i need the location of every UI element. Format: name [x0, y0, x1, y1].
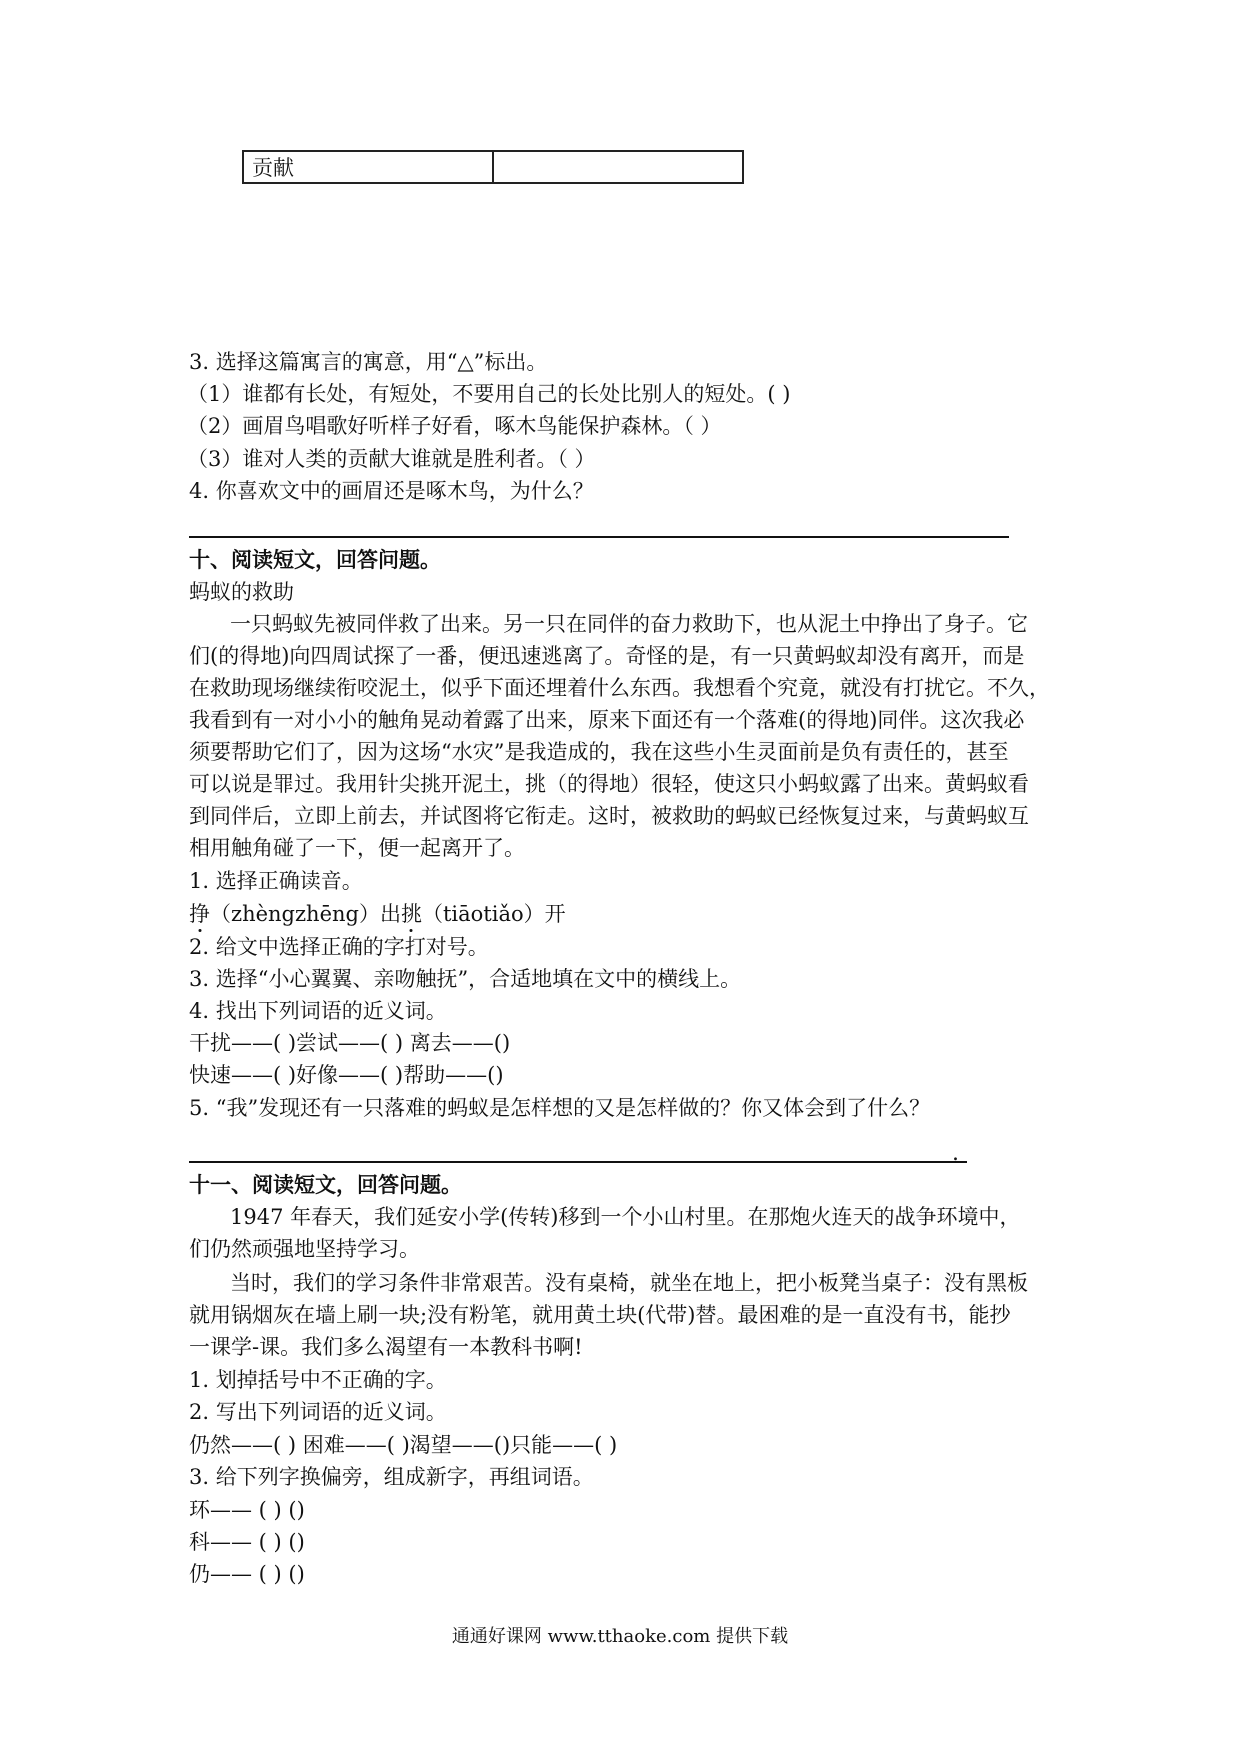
question-5: 5. “我”发现还有一只落难的蚂蚁是怎样想的又是怎样做的？你又体会到了什么？ [189, 1096, 931, 1120]
emphasized-char: 挑 [400, 902, 422, 926]
section-10-heading: 十、阅读短文，回答问题。 [189, 548, 441, 572]
radical-row: 环—— ( ) () [189, 1498, 305, 1522]
question-3: 3. 选择这篇寓言的寓意，用“△”标出。 [189, 350, 548, 374]
question-2: 2. 给文中选择正确的字打对号。 [189, 935, 489, 959]
pinyin-choice: （tiāotiǎo）开 [421, 902, 566, 926]
passage-line: 在救助现场继续衔咬泥土，似乎下面还埋着什么东西。我想看个究竟，就没有打扰它。不久， [189, 676, 1050, 700]
question-3: 3. 选择“小心翼翼、亲吻触抚”，合适地填在文中的横线上。 [189, 967, 742, 991]
synonym-row: 干扰——( )尝试——( ) 离去——() [189, 1031, 511, 1055]
synonym-row: 仍然——( ) 困难——( )渴望——()只能——( ) [189, 1433, 618, 1457]
passage-line: 就用锅烟灰在墙上刷一块;没有粉笔，就用黄土块(代带)替。最困难的是一直没有书，能抄 [189, 1303, 1011, 1327]
dot-mark: . [952, 1141, 959, 1166]
footer-text: 通通好课网 www.tthaoke.com 提供下载 [451, 1626, 789, 1647]
option-2: （2）画眉鸟唱歌好听样子好看，啄木鸟能保护森林。（ ） [187, 414, 722, 438]
passage-line: 一只蚂蚁先被同伴救了出来。另一只在同伴的奋力救助下，也从泥土中挣出了身子。它 [230, 612, 1028, 636]
pinyin-line [189, 899, 566, 929]
answer-line [189, 1161, 967, 1163]
radical-row: 仍—— ( ) () [189, 1562, 305, 1586]
question-2: 2. 写出下列词语的近义词。 [189, 1400, 447, 1424]
emphasized-char: 挣 [189, 902, 210, 926]
table-cell: 贡献 [243, 151, 493, 183]
passage-line: 当时，我们的学习条件非常艰苦。没有桌椅，就坐在地上，把小板凳当桌子：没有黑板 [230, 1271, 1028, 1295]
question-3: 3. 给下列字换偏旁，组成新字，再组词语。 [189, 1465, 594, 1489]
question-4: 4. 找出下列词语的近义词。 [189, 999, 447, 1023]
section-11-heading: 十一、阅读短文，回答问题。 [189, 1173, 462, 1197]
passage-line: 到同伴后，立即上前去，并试图将它衔走。这时，被救助的蚂蚁已经恢复过来，与黄蚂蚁互 [189, 804, 1029, 828]
pinyin-choice: （zhèngzhēng）出 [210, 902, 401, 926]
question-1: 1. 划掉括号中不正确的字。 [189, 1368, 447, 1392]
option-3: （3）谁对人类的贡献大谁就是胜利者。（ ） [187, 447, 596, 471]
table-row [243, 151, 743, 183]
synonym-row: 快速——( )好像——( )帮助——() [189, 1063, 504, 1087]
passage-line: 我看到有一对小小的触角晃动着露了出来，原来下面还有一个落难(的得地)同伴。这次我必 [189, 708, 1025, 732]
table-cell [493, 151, 743, 183]
passage-line: 们(的得地)向四周试探了一番，便迅速逃离了。奇怪的是，有一只黄蚂蚁却没有离开，而是 [189, 644, 1025, 668]
option-1: （1）谁都有长处，有短处，不要用自己的长处比别人的短处。( ) [187, 382, 791, 406]
passage-line: 1947 年春天，我们延安小学(传转)移到一个小山村里。在那炮火连天的战争环境中， [230, 1205, 1021, 1229]
passage-line: 相用触角碰了一下，便一起离开了。 [189, 836, 525, 860]
word-table [242, 150, 744, 184]
question-1: 1. 选择正确读音。 [189, 869, 363, 893]
answer-line [189, 536, 1009, 538]
passage-line: 可以说是罪过。我用针尖挑开泥土，挑（的得地）很轻，使这只小蚂蚁露了出来。黄蚂蚁看 [189, 772, 1029, 796]
passage-title: 蚂蚁的救助 [189, 580, 294, 604]
radical-row: 科—— ( ) () [189, 1530, 305, 1554]
passage-line: 一课学-课。我们多么渴望有一本教科书啊! [189, 1335, 583, 1359]
question-4: 4. 你喜欢文中的画眉还是啄木鸟，为什么？ [189, 479, 594, 503]
passage-line: 须要帮助它们了，因为这场“水灾”是我造成的，我在这些小生灵面前是负有责任的，甚至 [189, 740, 1009, 764]
passage-line: 们仍然顽强地坚持学习。 [189, 1237, 420, 1261]
